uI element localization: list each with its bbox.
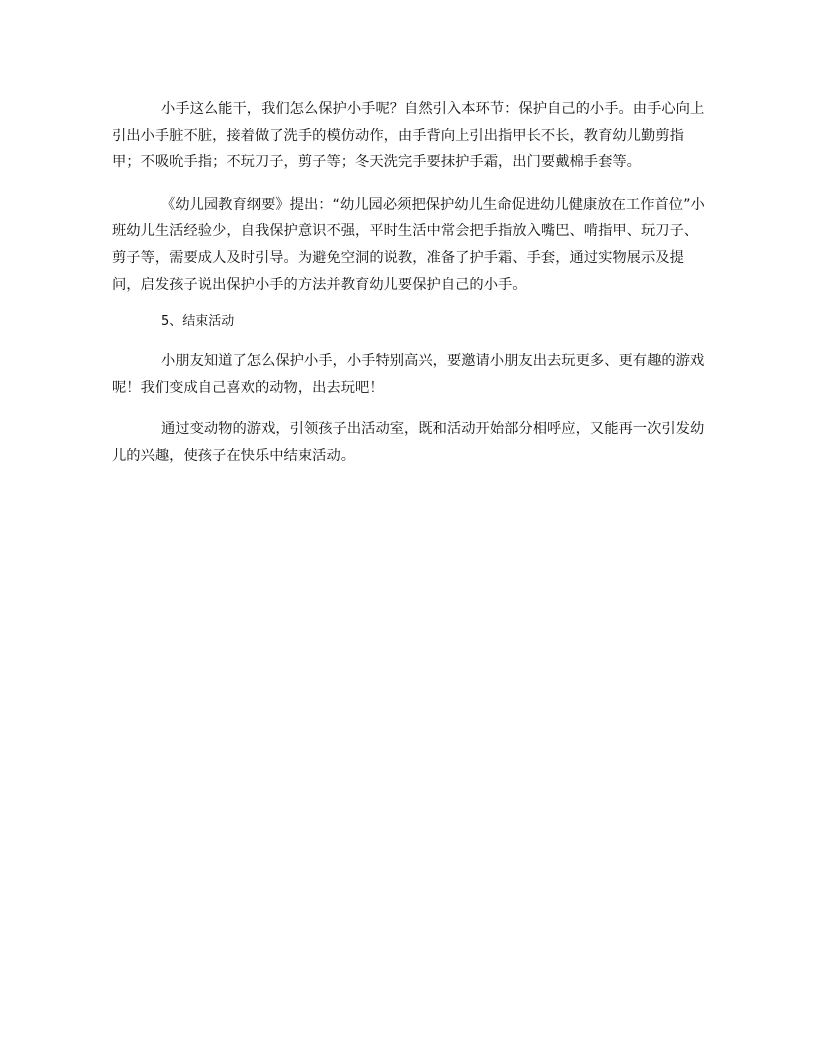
paragraph-protect-hands: 小手这么能干，我们怎么保护小手呢？自然引入本环节：保护自己的小手。由手心向上引出小手脏不脏，接着做了洗手的模仿动作，由手背向上引出指甲长不长，教育幼儿勤剪指甲；不吸吮手指；不玩刀子，剪子等；冬天洗完手要抹护手霜，出门要戴棉手套等。: [112, 101, 705, 171]
paragraph-invite-play: 小朋友知道了怎么保护小手，小手特别高兴，要邀请小朋友出去玩更多、更有趣的游戏呢！我们变成自己喜欢的动物，出去玩吧！: [112, 353, 705, 396]
paragraph-animal-game: 通过变动物的游戏，引领孩子出活动室，既和活动开始部分相呼应，又能再一次引发幼儿的兴趣，使孩子在快乐中结束活动。: [112, 421, 705, 464]
paragraph-education-outline: 《幼儿园教育纲要》提出：“幼儿园必须把保护幼儿生命促进幼儿健康放在工作首位”小班幼儿生活经验少，自我保护意识不强，平时生活中常会把手指放入嘴巴、啃指甲、玩刀子、剪子等，需要成人及时引导。为避免空洞的说教，准备了护手霜、手套，通过实物展示及提问，启发孩子说出保护小手的方法并教育幼儿要保护自己的小手。: [112, 196, 705, 293]
section-heading-end-activity: 5、结束活动: [161, 314, 235, 330]
document-body: [112, 96, 708, 486]
